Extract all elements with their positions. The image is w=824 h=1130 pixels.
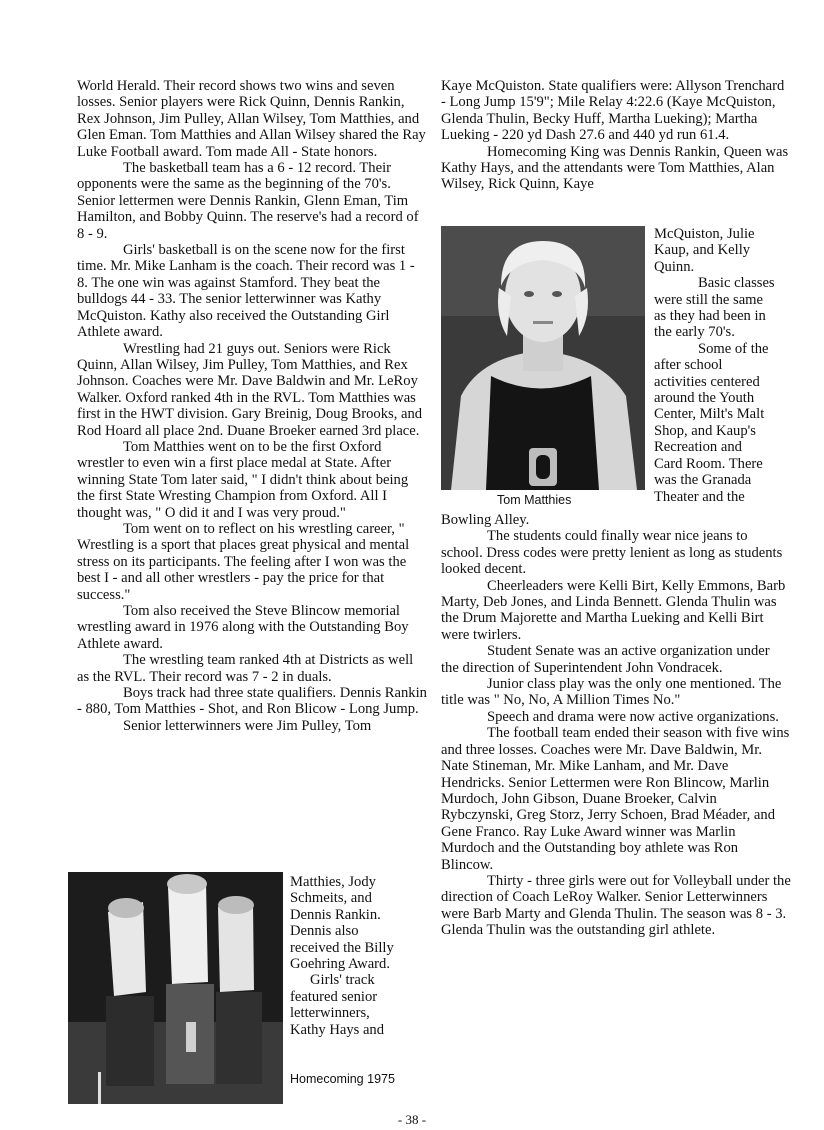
text-line: Basic classes (698, 275, 775, 292)
paragraph: Homecoming King was Dennis Rankin, Queen was Kathy Hays, and the attendants were Tom Matthies, Alan Wilsey, Rick Quinn, Kaye (441, 143, 789, 193)
matthies-photo-image (441, 226, 645, 490)
text-line: around the Youth (654, 390, 755, 407)
right-column-lower (441, 512, 791, 939)
paragraph: Girls' basketball is on the scene now for the first time. Mr. Mike Lanham is the coach. Their record was 1 - 8. The one win was against Stamford. They beat the bulldogs 44 - 33. The senior letterwinner was Kathy McQuiston. Kathy also received the Outstanding Girl Athlete award. (77, 242, 415, 341)
text-line: after school (654, 357, 723, 374)
text-line: Girls' track (310, 972, 375, 989)
text-line: Theater and the (654, 488, 745, 505)
right-wrap-text (654, 226, 799, 505)
text-line: Goehring Award. (290, 956, 390, 973)
homecoming-photo-image (68, 872, 283, 1104)
left-wrap-text (290, 874, 420, 1038)
paragraph: The students could finally wear nice jeans to school. Dress codes were pretty lenient as long as students looked decent. (441, 528, 783, 578)
text-line: Kaup, and Kelly (654, 242, 751, 259)
paragraph: Kaye McQuiston. State qualifiers were: Allyson Trenchard - Long Jump 15'9"; Mile Relay 4:22.6 (Kaye McQuiston, Glenda Thulin, Becky Huff, Martha Lueking); Martha Lueking - 220 yd Dash 27.6 and 440 yd run 61.4. (441, 78, 785, 144)
text-line: Dennis also (290, 923, 359, 940)
text-line: Recreation and (654, 439, 742, 456)
paragraph: Thirty - three girls were out for Volleyball under the direction of Coach LeRoy Walker. Senior Letterwinners were Barb Marty and Glenda Thulin. The season was 8 - 3. Glenda Thulin was the outstanding girl athlete. (441, 872, 791, 939)
text-line: the early 70's. (654, 324, 735, 341)
matthies-caption: Tom Matthies (497, 493, 572, 507)
homecoming-caption: Homecoming 1975 (290, 1072, 395, 1086)
right-column (441, 78, 791, 193)
page-number: - 38 - (397, 1112, 427, 1127)
paragraph: Cheerleaders were Kelli Birt, Kelly Emmons, Barb Marty, Deb Jones, and Linda Bennett. Glenda Thulin was the Drum Majorette and Martha Lueking and Kelli Birt were twirlers. (441, 577, 786, 643)
paragraph: World Herald. Their record shows two wins and seven losses. Senior players were Rick Quinn, Dennis Rankin, Rex Johnson, Jim Pulley, Allan Wilsey, Tom Matthies, and Glen Eman. Tom Matthies and Allan Wilsey shared the Ray Luke Football award. Tom made All - State honors. (77, 78, 426, 160)
paragraph: The wrestling team ranked 4th at Districts as well as the RVL. Their record was 7 - 2 in duals. (77, 652, 414, 685)
text-line: Center, Milt's Malt (654, 406, 765, 423)
homecoming-photo (68, 872, 283, 1104)
text-line: letterwinners, (290, 1005, 370, 1022)
text-line: featured senior (290, 988, 378, 1005)
text-line: as they had been in (654, 308, 766, 325)
text-line: received the Billy (290, 939, 394, 956)
paragraph: Wrestling had 21 guys out. Seniors were Rick Quinn, Allan Wilsey, Jim Pulley, Tom Matthies, and Rex Johnson. Coaches were Mr. Dave Baldwin and Mr. LeRoy Walker. Oxford ranked 4th in the RVL. Tom Matthies was first in the HWT division. Gary Breinig, Doug Brooks, and Rod Hoard all place 2nd. Duane Broeker earned 3rd place. (77, 340, 423, 439)
text-line: Shop, and Kaup's (654, 422, 756, 439)
text-line: Card Room. There (654, 455, 763, 472)
text-line: Schmeits, and (290, 890, 372, 907)
paragraph: Senior letterwinners were Jim Pulley, Tom (123, 717, 372, 734)
paragraph: Tom also received the Steve Blincow memorial wrestling award in 1976 along with the Outstanding Boy Athlete award. (77, 603, 409, 652)
left-column (77, 78, 427, 734)
text-line: McQuiston, Julie (654, 226, 755, 242)
text-line: were still the same (654, 291, 764, 308)
paragraph: Boys track had three state qualifiers. Dennis Rankin - 880, Tom Matthies - Shot, and Ron Blicow - Long Jump. (77, 685, 427, 718)
text-line: Some of the (698, 340, 769, 357)
paragraph: Tom Matthies went on to be the first Oxford wrestler to even win a first place medal at State. After winning State Tom later said, " I didn't think about being the first State Wresting Champion from Oxford. All I thought was, " O did it and I was very proud." (77, 438, 409, 521)
text-line: Kathy Hays and (290, 1021, 385, 1038)
paragraph: The football team ended their season with five wins and three losses. Coaches were Mr. Dave Baldwin, Mr. Nate Stineman, Mr. Mike Lanham, and Mr. Dave Hendricks. Senior Lettermen were Ron Blincow, Marlin Murdoch, John Gibson, Duane Broeker, Calvin Rybczynski, Greg Storz, Jerry Schoen, Brad Méader, and Gene Franco. Ray Luke Award winner was Marlin Murdoch and the Outstanding boy athlete was Ron Blincow. (441, 725, 790, 873)
text-line: Quinn. (654, 258, 695, 275)
paragraph: Junior class play was the only one mentioned. The title was " No, No, A Million Times No." (441, 676, 782, 709)
paragraph: Speech and drama were now active organizations. (487, 708, 779, 725)
matthies-photo (441, 226, 645, 490)
paragraph: The basketball team has a 6 - 12 record. Their opponents were the same as the beginning of the 70's. Senior lettermen were Dennis Rankin, Glenn Eman, Tim Hamilton, and Bobby Quinn. The reserve's had a record of 8 - 9. (77, 160, 419, 242)
paragraph: Bowling Alley. (441, 512, 530, 528)
text-line: was the Granada (654, 472, 752, 489)
text-line: Matthies, Jody (290, 874, 376, 890)
paragraph: Student Senate was an active organization under the direction of Superintendent John Vondracek. (441, 643, 770, 676)
text-line: Dennis Rankin. (290, 906, 381, 923)
paragraph: Tom went on to reflect on his wrestling career, " Wrestling is a sport that places great physical and mental stress on its participants. The feeling after I won was the best I - and all other wrestlers - pay the price for that success." (77, 520, 410, 603)
text-line: activities centered (654, 373, 760, 390)
